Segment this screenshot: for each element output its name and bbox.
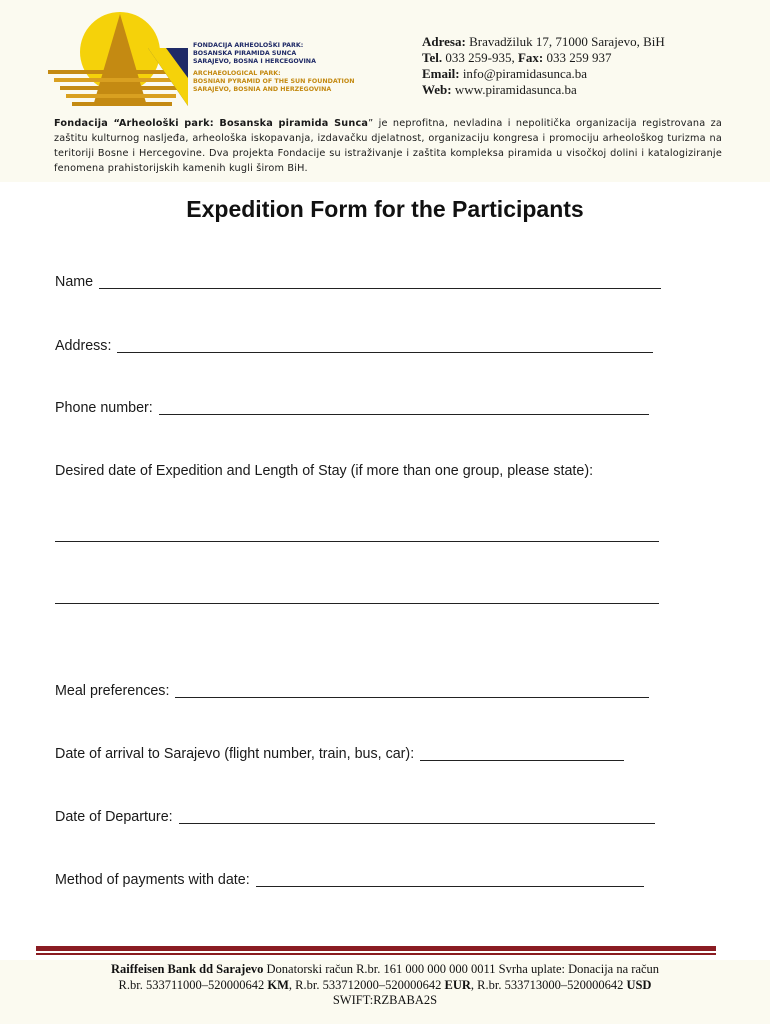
payment-field — [55, 872, 644, 888]
email-value[interactable]: info@piramidasunca.ba — [459, 66, 588, 81]
phone-label: Phone number: — [55, 400, 153, 416]
account-usd: , R.br. 533713000–520000642 — [470, 977, 627, 992]
bank-details — [0, 962, 770, 1009]
foundation-description — [54, 116, 722, 176]
address-field — [55, 338, 653, 354]
currency-eur: EUR — [444, 977, 471, 992]
currency-usd: USD — [626, 977, 652, 992]
description-bold: Fondacija “Arheološki park: Bosanska piramida Sunca — [54, 118, 369, 129]
meal-field — [55, 683, 649, 699]
tel-label: Tel. — [422, 50, 443, 65]
desired-date-line-2[interactable] — [55, 603, 659, 604]
bank-account-text: Donatorski račun R.br. 161 000 000 000 0011 Svrha uplate: Donacija na račun — [263, 962, 660, 976]
desired-date-line-1[interactable] — [55, 541, 659, 542]
address-label: Address: — [55, 338, 112, 354]
departure-input-line[interactable] — [179, 822, 655, 824]
phone-field — [55, 400, 649, 416]
meal-input-line[interactable] — [175, 696, 649, 698]
currency-km: KM — [267, 977, 289, 992]
contact-block — [422, 34, 665, 98]
account-km: R.br. 533711000–520000642 — [118, 977, 268, 992]
fax-value: 033 259 937 — [543, 50, 612, 65]
name-input-line[interactable] — [99, 287, 661, 289]
logo-line: BOSANSKA PIRAMIDA SUNCA — [193, 50, 297, 58]
arrival-label: Date of arrival to Sarajevo (flight number, train, bus, car): — [55, 746, 415, 762]
logo-text — [193, 42, 373, 94]
bank-name: Raiffeisen Bank dd Sarajevo — [110, 962, 264, 976]
arrival-input-line[interactable] — [420, 759, 624, 761]
description-text: ” je neprofitna, nevladina i nepolitička organizacija registrovana za zaštitu kulturnog nasljeđa, arheološka iskopavanja, izdavačku djelatnost, organizaciju kongresa i promociju arheološkog turizma na teritoriji Bosne i Hercegovine. Dva projekta Fondacije su istraživanje i zaštita kompleksa piramida u visočkoj dolini i katalogiziranje fenomena prahistorijskih kamenih kugli širom BiH. — [54, 118, 722, 174]
phone-input-line[interactable] — [159, 413, 649, 415]
departure-label: Date of Departure: — [55, 809, 173, 825]
logo-line: SARAJEVO, BOSNA I HERCEGOVINA — [193, 58, 316, 66]
address-label: Adresa: — [422, 34, 466, 49]
form-title: Expedition Form for the Participants — [186, 196, 584, 222]
desired-date-field — [55, 463, 593, 479]
payment-input-line[interactable] — [256, 885, 644, 887]
footer-divider — [36, 946, 716, 951]
tel-value: 033 259-935, — [442, 50, 518, 65]
logo-line: BOSNIAN PYRAMID OF THE SUN FOUNDATION — [193, 77, 355, 85]
meal-label: Meal preferences: — [55, 683, 170, 699]
swift-code: SWIFT:RZBABA2S — [332, 993, 438, 1007]
name-label: Name — [55, 274, 94, 290]
footer-divider-thin — [36, 953, 716, 955]
address-value: Bravadžiluk 17, 71000 Sarajevo, BiH — [465, 34, 665, 49]
fax-label: Fax: — [517, 50, 544, 65]
logo-line: SARAJEVO, BOSNIA AND HERZEGOVINA — [193, 86, 332, 94]
account-eur: , R.br. 533712000–520000642 — [288, 977, 445, 992]
web-value[interactable]: www.piramidasunca.ba — [451, 82, 577, 97]
web-label: Web: — [422, 82, 452, 97]
logo-line: FONDACIJA ARHEOLOŠKI PARK: — [193, 42, 304, 49]
desired-date-label: Desired date of Expedition and Length of Stay (if more than one group, please state): — [55, 463, 594, 479]
departure-field — [55, 809, 655, 825]
payment-label: Method of payments with date: — [55, 872, 250, 888]
name-field — [55, 274, 661, 290]
email-label: Email: — [422, 66, 460, 81]
arrival-field — [55, 746, 624, 762]
logo-line: ARCHAEOLOGICAL PARK: — [193, 69, 281, 77]
address-input-line[interactable] — [117, 351, 653, 353]
